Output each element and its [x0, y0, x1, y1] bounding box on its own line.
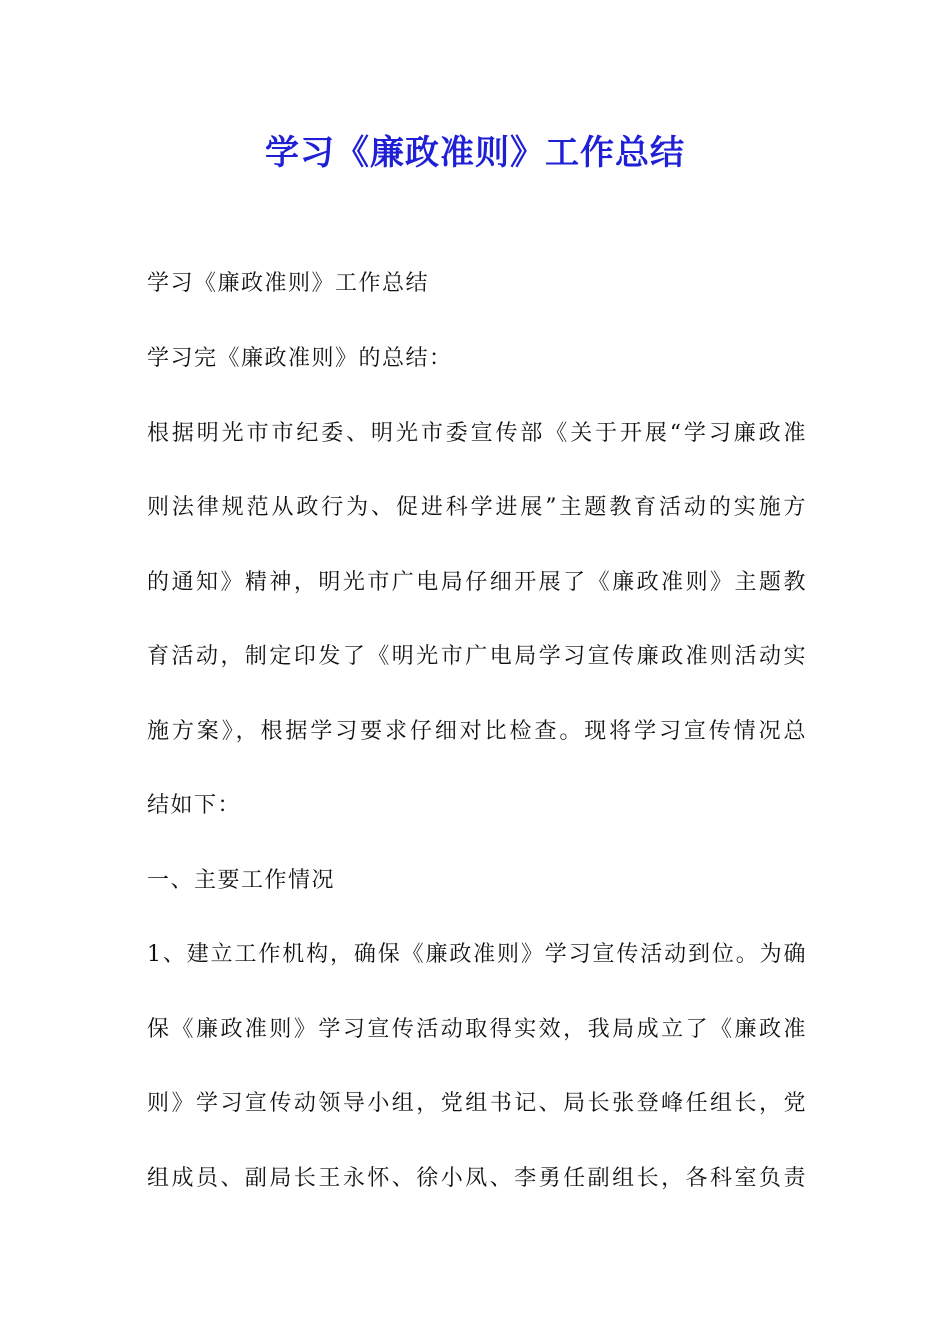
section-heading: 一、主要工作情况 — [147, 868, 336, 893]
paragraph-line: 学习完《廉政准则》的总结： — [147, 346, 453, 371]
paragraph-line: 根据明光市市纪委、明光市委宣传部《关于开展“学习廉政准 — [147, 421, 807, 446]
paragraph-line: 1、建立工作机构，确保《廉政准则》学习宣传活动到位。为确 — [147, 942, 807, 967]
paragraph-line: 则法律规范从政行为、促进科学进展”主题教育活动的实施方 — [147, 495, 807, 520]
paragraph-line: 保《廉政准则》学习宣传活动取得实效，我局成立了《廉政准 — [147, 1017, 807, 1042]
paragraph-line: 育活动，制定印发了《明光市广电局学习宣传廉政准则活动实 — [147, 644, 807, 669]
paragraph-line: 结如下： — [147, 793, 242, 818]
paragraph-line: 的通知》精神，明光市广电局仔细开展了《廉政准则》主题教 — [147, 570, 807, 595]
paragraph-line: 则》学习宣传动领导小组，党组书记、局长张登峰任组长，党 — [147, 1091, 807, 1116]
paragraph-line: 学习《廉政准则》工作总结 — [147, 271, 430, 296]
paragraph-line: 组成员、副局长王永怀、徐小凤、李勇任副组长，各科室负责 — [147, 1166, 807, 1191]
document-title: 学习《廉政准则》工作总结 — [265, 133, 685, 173]
paragraph-line: 施方案》，根据学习要求仔细对比检查。现将学习宣传情况总 — [147, 719, 807, 744]
